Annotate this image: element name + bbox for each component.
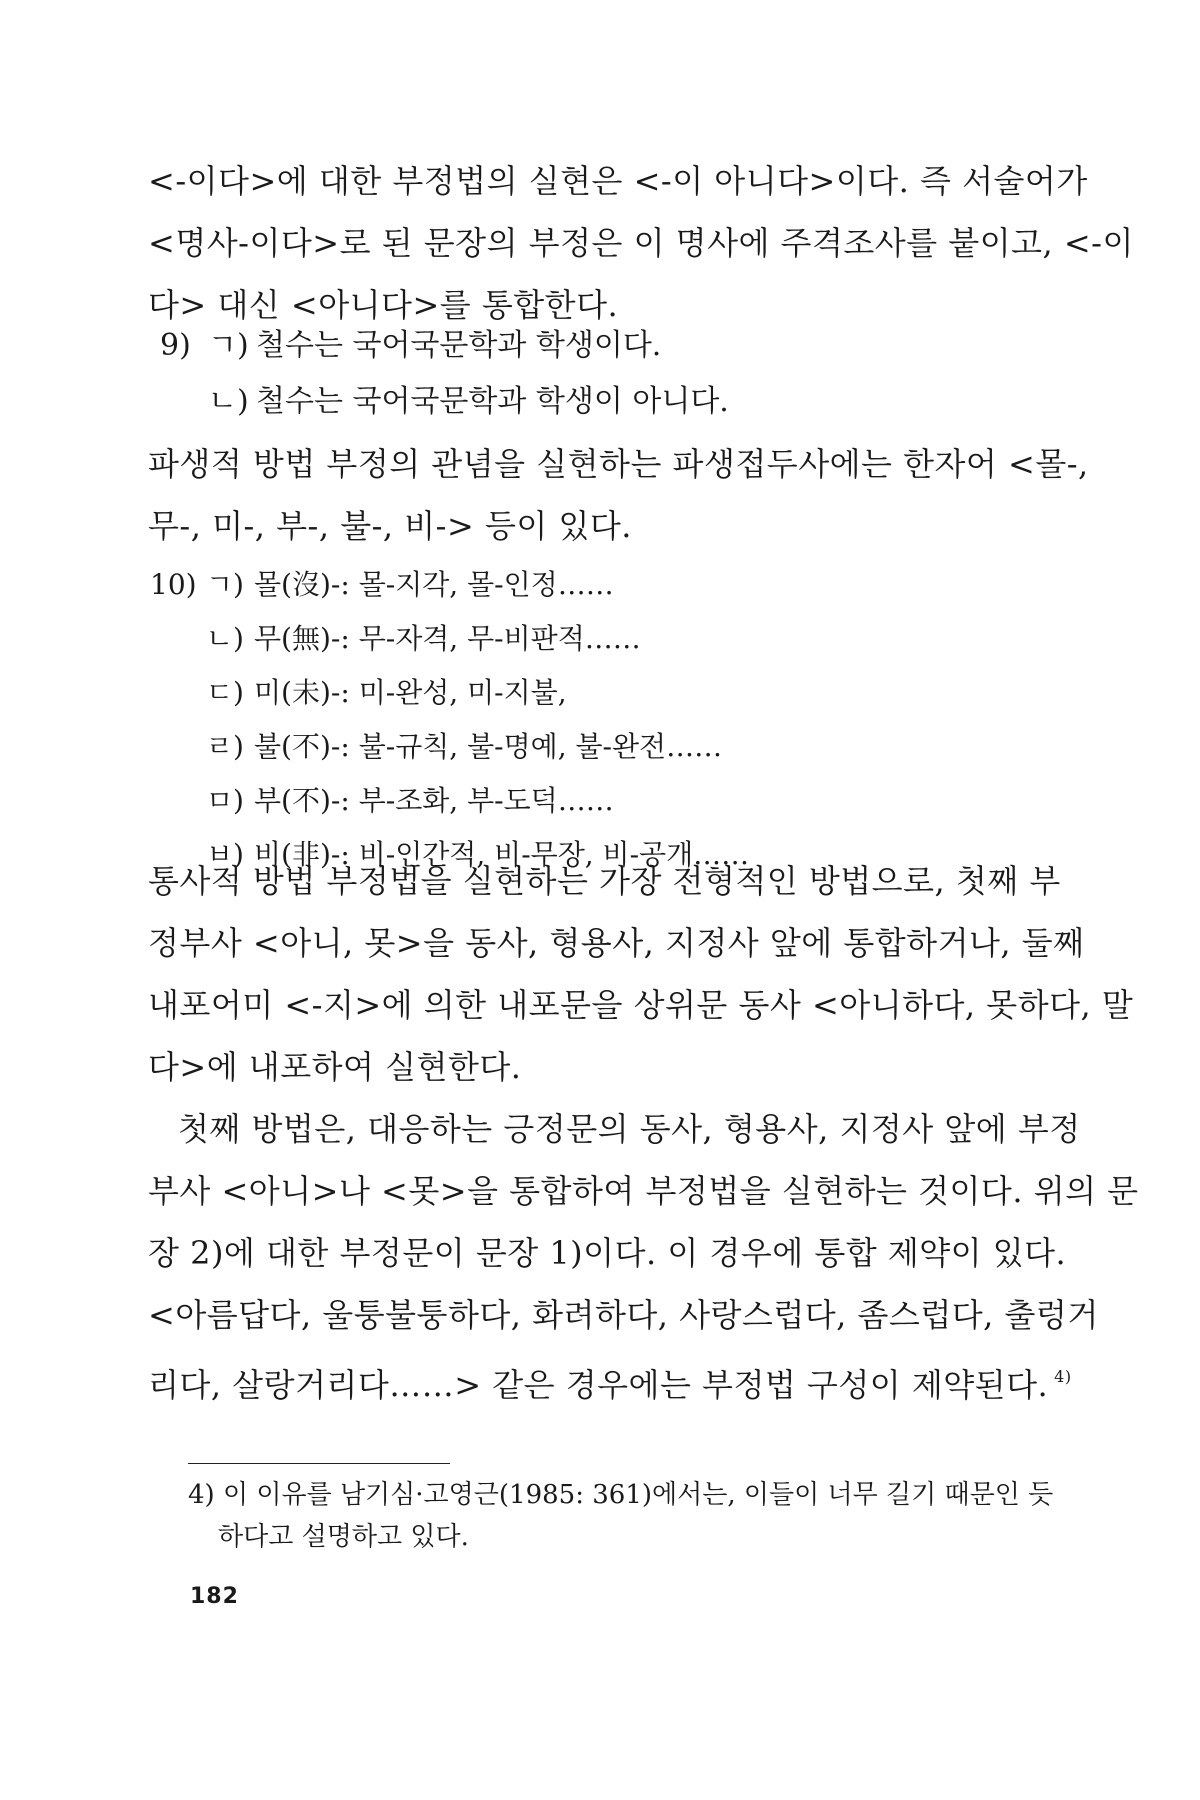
example-row bbox=[150, 720, 749, 774]
example-mark: ㄷ) bbox=[206, 676, 244, 709]
example-mark: ㄱ) bbox=[206, 568, 244, 601]
example-text: 불(不)-: 불-규칙, 불-명예, 불-완전…… bbox=[254, 730, 723, 763]
text-line: 다>에 내포하여 실현한다. bbox=[148, 1048, 522, 1086]
footnote-line: 4) 이 이유를 남기심·고영근(1985: 361)에서는, 이들이 너무 길기 때문인 듯 bbox=[188, 1480, 1054, 1510]
example-10 bbox=[150, 558, 749, 882]
example-row bbox=[160, 318, 729, 374]
paragraph-3 bbox=[148, 850, 1134, 1098]
paragraph-4 bbox=[148, 1098, 1139, 1416]
text-line: 무-, 미-, 부-, 불-, 비-> 등이 있다. bbox=[148, 507, 632, 545]
text-line: 내포어미 <-지>에 의한 내포문을 상위문 동사 <아니하다, 못하다, 말 bbox=[148, 986, 1134, 1024]
example-mark: ㄱ) bbox=[208, 328, 249, 363]
example-row bbox=[160, 374, 729, 430]
example-row bbox=[150, 774, 749, 828]
example-number: 9) bbox=[160, 328, 191, 363]
footnote-line: 하다고 설명하고 있다. bbox=[218, 1522, 469, 1552]
example-text: 철수는 국어국문학과 학생이 아니다. bbox=[256, 384, 729, 419]
paragraph-2 bbox=[148, 433, 1089, 557]
example-text: 몰(沒)-: 몰-지각, 몰-인정…… bbox=[254, 568, 614, 601]
example-row bbox=[150, 666, 749, 720]
text-line: <-이다>에 대한 부정법의 실현은 <-이 아니다>이다. 즉 서술어가 bbox=[148, 162, 1088, 200]
example-mark: ㅁ) bbox=[206, 784, 244, 817]
paragraph-1 bbox=[148, 150, 1134, 336]
example-mark: ㅂ) bbox=[206, 838, 244, 871]
text-line: <명사-이다>로 된 문장의 부정은 이 명사에 주격조사를 붙이고, <-이 bbox=[148, 224, 1134, 262]
text-line: 다> 대신 <아니다>를 통합한다. bbox=[148, 286, 619, 324]
example-text: 미(未)-: 미-완성, 미-지불, bbox=[254, 676, 567, 709]
example-mark: ㄴ) bbox=[208, 384, 249, 419]
text-line: <아름답다, 울퉁불퉁하다, 화려하다, 사랑스럽다, 좀스럽다, 출렁거 bbox=[148, 1296, 1099, 1334]
text-line-content: 리다, 살랑거리다……> 같은 경우에는 부정법 구성이 제약된다. bbox=[148, 1366, 1049, 1404]
text-line bbox=[148, 1346, 1072, 1416]
example-row bbox=[150, 612, 749, 666]
example-text: 철수는 국어국문학과 학생이다. bbox=[256, 328, 662, 363]
example-mark: ㄹ) bbox=[206, 730, 244, 763]
text-line: 부사 <아니>나 <못>을 통합하여 부정법을 실현하는 것이다. 위의 문 bbox=[148, 1172, 1139, 1210]
text-line: 정부사 <아니, 못>을 동사, 형용사, 지정사 앞에 통합하거나, 둘째 bbox=[148, 924, 1085, 962]
example-text: 무(無)-: 무-자격, 무-비판적…… bbox=[254, 622, 641, 655]
text-line: 파생적 방법 부정의 관념을 실현하는 파생접두사에는 한자어 <몰-, bbox=[148, 445, 1089, 483]
footnote-reference: 4) bbox=[1054, 1367, 1072, 1386]
footnote bbox=[188, 1474, 1054, 1558]
example-row bbox=[150, 558, 749, 612]
footnote-divider bbox=[188, 1463, 450, 1464]
text-line: 통사적 방법 부정법을 실현하는 가장 전형적인 방법으로, 첫째 부 bbox=[148, 862, 1061, 900]
example-9 bbox=[160, 318, 729, 430]
page-number: 182 bbox=[190, 1584, 239, 1609]
example-number: 10) bbox=[150, 568, 197, 601]
example-text: 비(非)-: 비-인간적, 비-무장, 비-공개…… bbox=[254, 838, 750, 871]
example-text: 부(不)-: 부-조화, 부-도덕…… bbox=[254, 784, 614, 817]
text-line: 장 2)에 대한 부정문이 문장 1)이다. 이 경우에 통합 제약이 있다. bbox=[148, 1234, 1067, 1272]
text-line: 첫째 방법은, 대응하는 긍정문의 동사, 형용사, 지정사 앞에 부정 bbox=[178, 1110, 1081, 1148]
example-mark: ㄴ) bbox=[206, 622, 244, 655]
